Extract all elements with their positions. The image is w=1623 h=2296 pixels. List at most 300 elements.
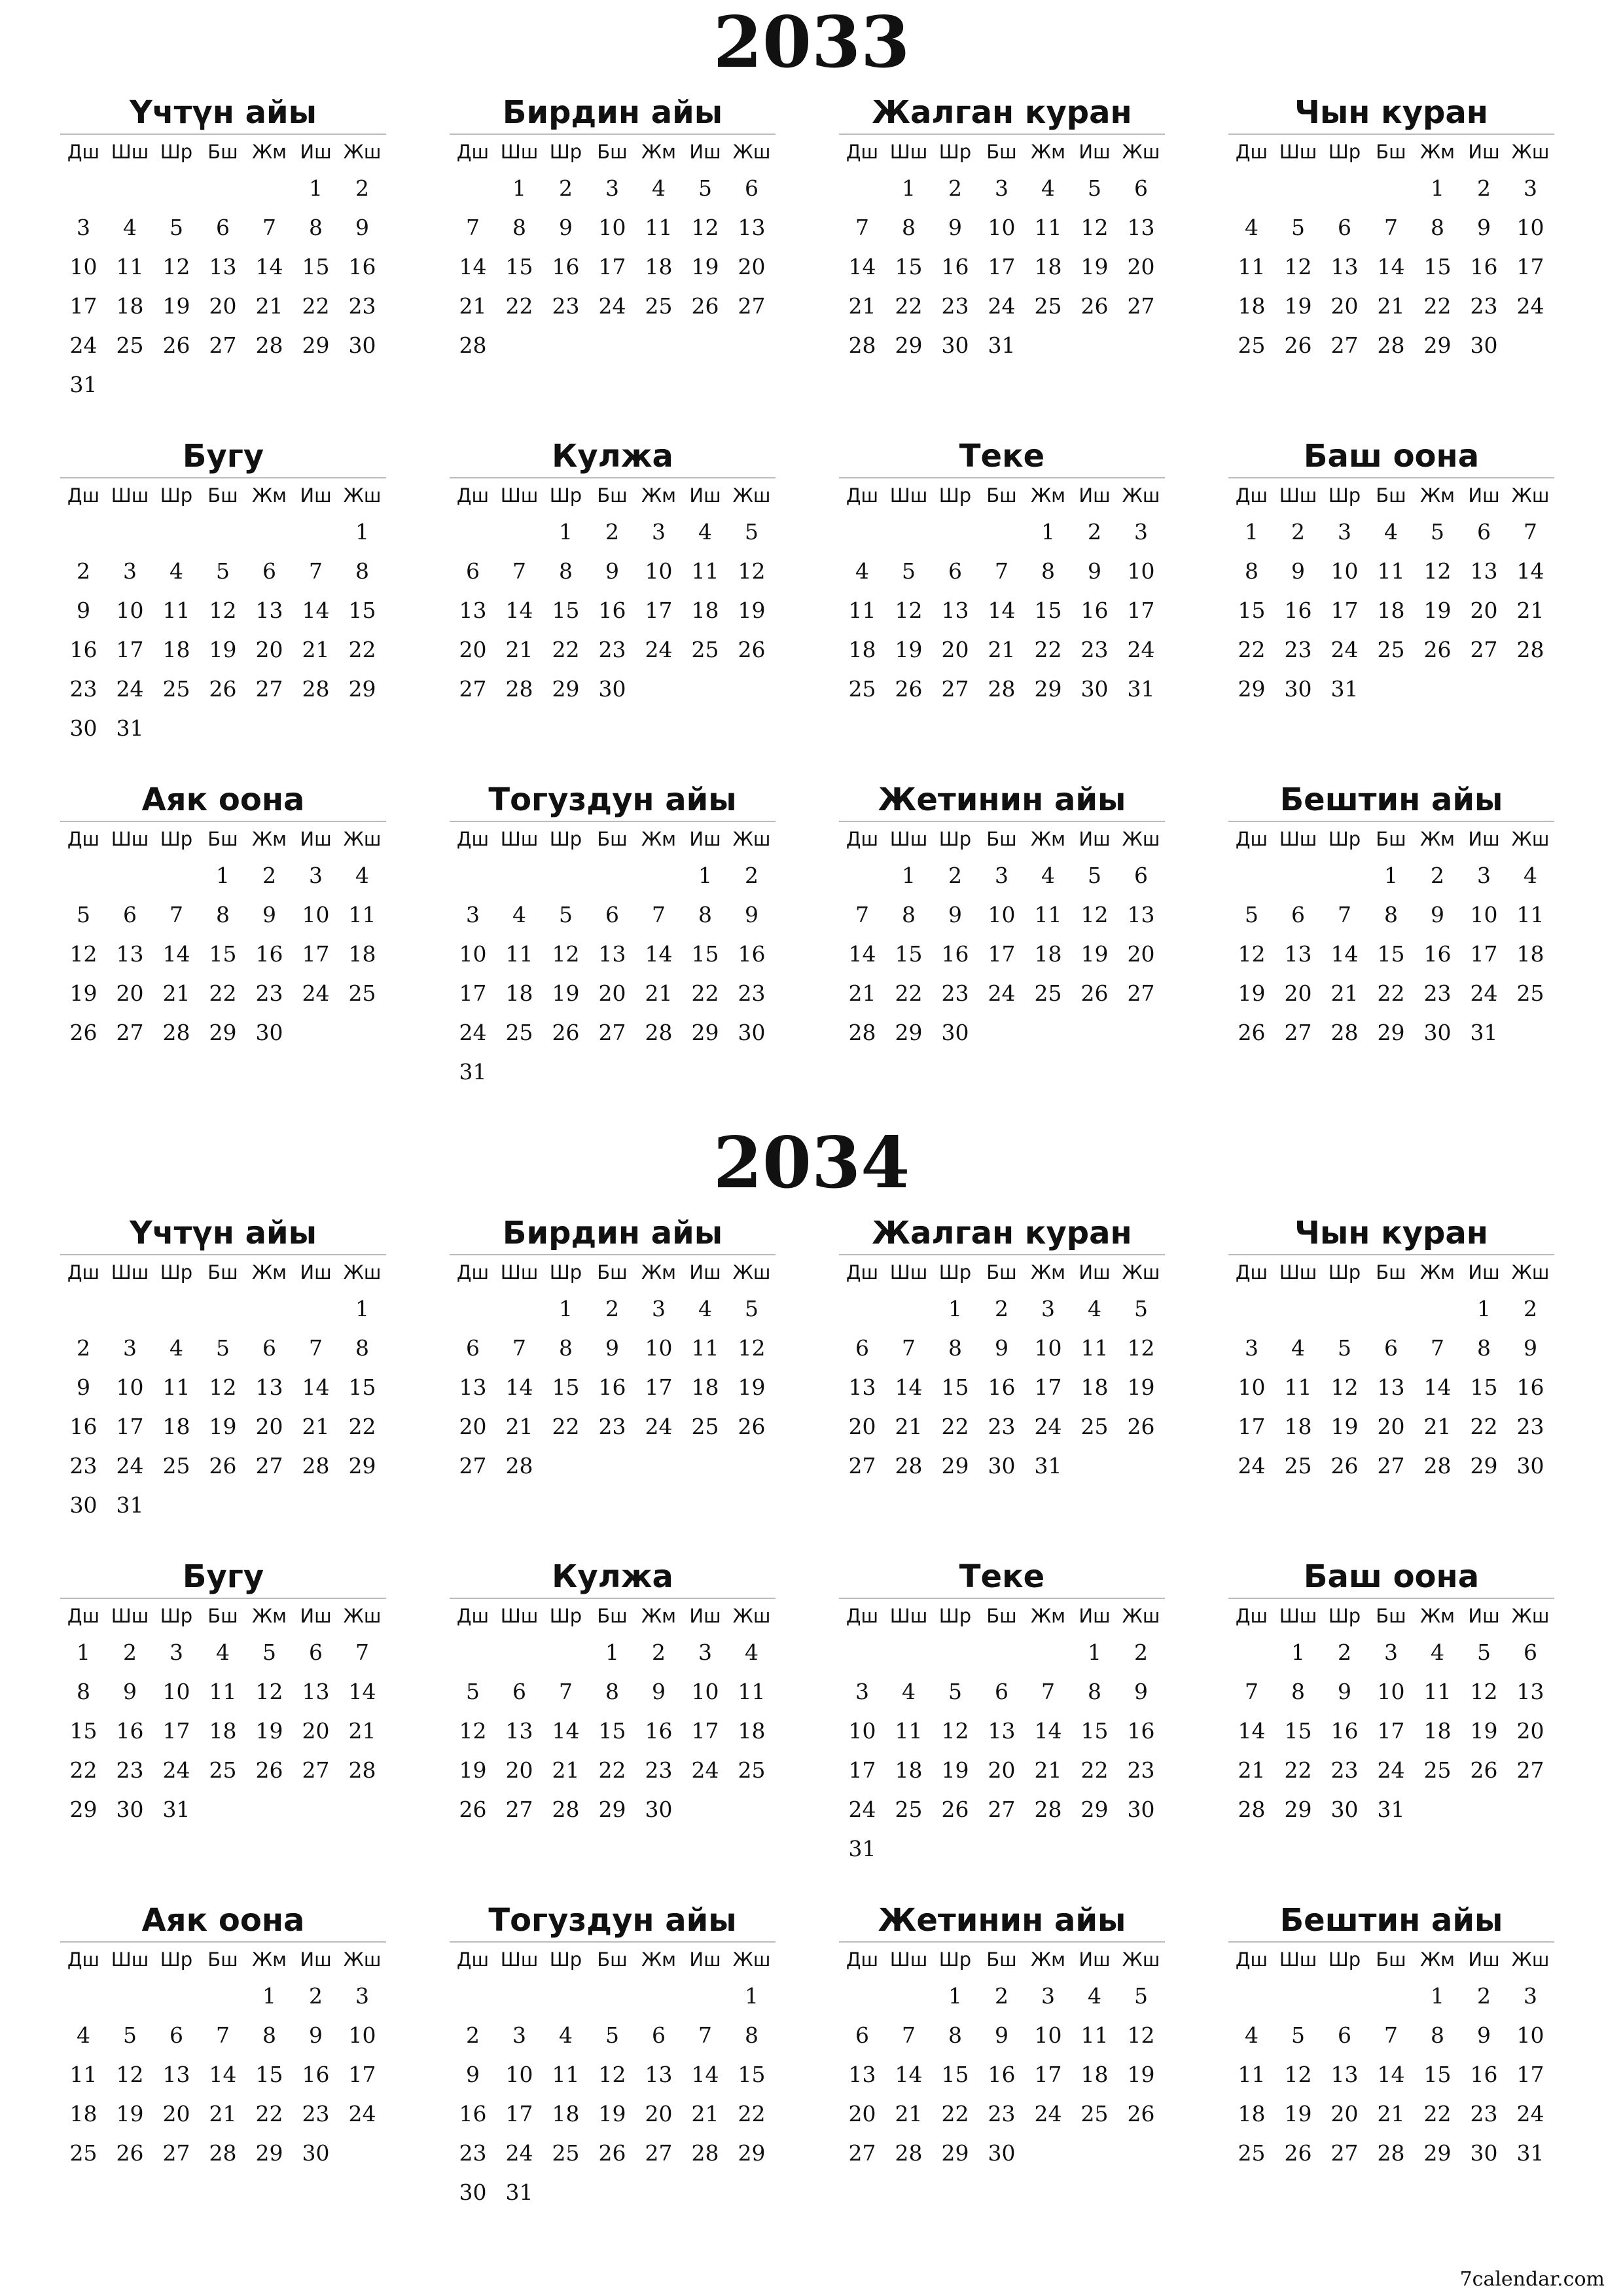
day-cell: 17 <box>69 293 98 319</box>
day-cell: 29 <box>598 1797 626 1822</box>
day-cell: 21 <box>1423 1414 1452 1439</box>
weekday-label: Дш <box>67 828 100 850</box>
day-cell: 6 <box>1338 215 1351 240</box>
day-grid <box>839 1977 1165 2173</box>
day-cell: 19 <box>162 293 190 319</box>
day-cell: 5 <box>559 902 573 927</box>
day-cell: 21 <box>848 980 876 1006</box>
weekday-label: Шр <box>1328 828 1361 850</box>
weekday-header-row <box>60 478 386 512</box>
day-cell: 11 <box>209 1679 237 1704</box>
day-cell: 19 <box>116 2101 144 2126</box>
day-cell: 9 <box>1431 902 1444 927</box>
day-cell: 31 <box>1470 1020 1498 1045</box>
weekday-header-row <box>1228 1255 1554 1289</box>
day-cell: 20 <box>255 637 283 662</box>
day-cell: 21 <box>691 2101 719 2126</box>
day-cell: 7 <box>1245 1679 1258 1704</box>
day-cell: 7 <box>355 1640 369 1665</box>
day-cell: 11 <box>1423 1679 1452 1704</box>
day-cell: 25 <box>1284 1453 1312 1479</box>
weekday-label: Шш <box>111 1605 149 1627</box>
weekday-label: Бш <box>1376 828 1406 850</box>
empty-day-cell <box>60 1289 107 1329</box>
day-cell: 18 <box>552 2101 580 2126</box>
day-cell: 10 <box>69 254 98 279</box>
day-cell: 12 <box>1470 1679 1498 1704</box>
day-cell: 15 <box>348 1374 376 1400</box>
day-cell: 17 <box>459 980 487 1006</box>
day-cell: 14 <box>1377 2062 1405 2087</box>
day-cell: 4 <box>1041 863 1055 888</box>
day-cell: 9 <box>745 902 758 927</box>
day-cell: 4 <box>355 863 369 888</box>
weekday-label: Шр <box>938 828 972 850</box>
month-block <box>60 92 386 404</box>
weekday-label: Иш <box>1079 484 1111 507</box>
day-cell: 24 <box>116 1453 144 1479</box>
day-cell: 19 <box>209 1414 237 1439</box>
day-cell: 25 <box>691 1414 719 1439</box>
weekday-label: Бш <box>1376 1605 1406 1627</box>
day-cell: 23 <box>941 293 969 319</box>
day-cell: 31 <box>116 1492 144 1518</box>
day-cell: 21 <box>988 637 1016 662</box>
day-cell: 3 <box>1524 175 1537 201</box>
weekday-label: Дш <box>1235 1261 1268 1283</box>
weekday-label: Жм <box>1030 1948 1066 1971</box>
day-cell: 23 <box>988 2101 1016 2126</box>
day-cell: 9 <box>1088 558 1101 584</box>
day-cell: 10 <box>505 2062 533 2087</box>
weekday-label: Дш <box>1235 1948 1268 1971</box>
day-cell: 10 <box>1034 2022 1062 2048</box>
day-cell: 4 <box>216 1640 230 1665</box>
day-cell: 4 <box>77 2022 90 2048</box>
day-cell: 9 <box>995 1335 1008 1361</box>
day-cell: 3 <box>698 1640 712 1665</box>
month-block <box>1228 1899 1554 2173</box>
weekday-label: Иш <box>1468 828 1500 850</box>
month-block <box>1228 1556 1554 1829</box>
day-cell: 14 <box>302 598 330 623</box>
day-cell: 31 <box>988 332 1016 358</box>
day-cell: 10 <box>459 941 487 967</box>
day-cell: 19 <box>459 1757 487 1783</box>
day-cell: 4 <box>1384 519 1398 545</box>
day-cell: 18 <box>348 941 376 967</box>
day-cell: 2 <box>1338 1640 1351 1665</box>
day-cell: 7 <box>1041 1679 1055 1704</box>
day-cell: 31 <box>162 1797 190 1822</box>
day-cell: 23 <box>1127 1757 1155 1783</box>
day-cell: 10 <box>1330 558 1359 584</box>
empty-day-cell <box>978 512 1025 552</box>
day-cell: 27 <box>645 2140 673 2166</box>
day-cell: 4 <box>902 1679 916 1704</box>
day-cell: 11 <box>1080 2022 1109 2048</box>
day-cell: 20 <box>255 1414 283 1439</box>
weekday-label: Жм <box>1419 1261 1455 1283</box>
weekday-label: Дш <box>456 1605 490 1627</box>
empty-day-cell <box>200 1977 246 2016</box>
month-name: Бирдин айы <box>450 1212 776 1255</box>
day-cell: 25 <box>505 1020 533 1045</box>
weekday-header-row <box>450 1943 776 1977</box>
weekday-label: Жм <box>1419 1948 1455 1971</box>
day-cell: 21 <box>302 637 330 662</box>
day-cell: 12 <box>209 598 237 623</box>
day-cell: 4 <box>1245 215 1258 240</box>
empty-day-cell <box>635 856 682 895</box>
day-cell: 18 <box>738 1718 766 1744</box>
weekday-label: Иш <box>1468 484 1500 507</box>
day-cell: 29 <box>552 676 580 702</box>
day-cell: 23 <box>738 980 766 1006</box>
day-cell: 6 <box>1338 2022 1351 2048</box>
day-cell: 4 <box>1291 1335 1305 1361</box>
day-cell: 14 <box>988 598 1016 623</box>
day-cell: 26 <box>1080 980 1109 1006</box>
day-cell: 28 <box>1034 1797 1062 1822</box>
empty-day-cell <box>1321 169 1368 208</box>
day-cell: 11 <box>116 254 144 279</box>
day-cell: 26 <box>1127 1414 1155 1439</box>
day-cell: 26 <box>1080 293 1109 319</box>
day-cell: 23 <box>645 1757 673 1783</box>
day-grid <box>839 856 1165 1052</box>
day-grid <box>839 169 1165 365</box>
day-cell: 17 <box>505 2101 533 2126</box>
empty-day-cell <box>978 1633 1025 1672</box>
weekday-label: Шр <box>549 484 582 507</box>
day-cell: 8 <box>1088 1679 1101 1704</box>
weekday-header-row <box>60 1599 386 1633</box>
day-cell: 7 <box>1384 215 1398 240</box>
weekday-label: Бш <box>597 1605 628 1627</box>
day-cell: 30 <box>598 676 626 702</box>
day-cell: 17 <box>302 941 330 967</box>
day-cell: 16 <box>1516 1374 1544 1400</box>
day-cell: 21 <box>348 1718 376 1744</box>
day-cell: 25 <box>691 637 719 662</box>
day-cell: 6 <box>855 1335 869 1361</box>
day-cell: 26 <box>116 2140 144 2166</box>
weekday-label: Шш <box>1279 484 1317 507</box>
day-cell: 31 <box>69 372 98 397</box>
day-cell: 23 <box>302 2101 330 2126</box>
day-cell: 12 <box>116 2062 144 2087</box>
day-cell: 11 <box>1080 1335 1109 1361</box>
day-cell: 4 <box>1524 863 1537 888</box>
month-block <box>1228 779 1554 1052</box>
day-cell: 30 <box>348 332 376 358</box>
day-cell: 28 <box>302 676 330 702</box>
day-cell: 6 <box>1524 1640 1537 1665</box>
day-grid <box>60 1633 386 1829</box>
day-cell: 12 <box>1127 1335 1155 1361</box>
weekday-label: Шш <box>1279 1261 1317 1283</box>
day-cell: 16 <box>1470 2062 1498 2087</box>
empty-day-cell <box>543 1977 589 2016</box>
day-cell: 23 <box>1284 637 1312 662</box>
day-cell: 18 <box>895 1757 923 1783</box>
day-cell: 16 <box>988 1374 1016 1400</box>
weekday-label: Шр <box>938 1948 972 1971</box>
day-cell: 18 <box>691 598 719 623</box>
day-cell: 7 <box>216 2022 230 2048</box>
empty-day-cell <box>60 1977 107 2016</box>
day-cell: 7 <box>698 2022 712 2048</box>
day-cell: 10 <box>1470 902 1498 927</box>
day-cell: 30 <box>255 1020 283 1045</box>
weekday-label: Иш <box>1468 141 1500 163</box>
day-cell: 26 <box>1423 637 1452 662</box>
day-cell: 27 <box>1516 1757 1544 1783</box>
day-cell: 22 <box>941 2101 969 2126</box>
day-cell: 5 <box>698 175 712 201</box>
weekday-label: Бш <box>1376 141 1406 163</box>
weekday-label: Жм <box>1030 1261 1066 1283</box>
day-cell: 21 <box>209 2101 237 2126</box>
day-cell: 19 <box>1127 1374 1155 1400</box>
day-cell: 29 <box>69 1797 98 1822</box>
day-cell: 25 <box>1238 332 1266 358</box>
day-cell: 20 <box>505 1757 533 1783</box>
day-cell: 4 <box>1041 175 1055 201</box>
day-cell: 20 <box>1127 941 1155 967</box>
day-cell: 28 <box>1377 2140 1405 2166</box>
day-cell: 2 <box>745 863 758 888</box>
day-cell: 4 <box>1431 1640 1444 1665</box>
weekday-label: Шш <box>889 1948 928 1971</box>
day-cell: 25 <box>645 293 673 319</box>
day-cell: 29 <box>941 1453 969 1479</box>
day-cell: 13 <box>505 1718 533 1744</box>
weekday-header-row <box>839 1599 1165 1633</box>
day-cell: 26 <box>1238 1020 1266 1045</box>
day-cell: 24 <box>69 332 98 358</box>
day-cell: 23 <box>1470 2101 1498 2126</box>
day-grid <box>1228 169 1554 365</box>
day-cell: 20 <box>1284 980 1312 1006</box>
day-cell: 25 <box>1238 2140 1266 2166</box>
day-cell: 19 <box>552 980 580 1006</box>
weekday-label: Шр <box>549 828 582 850</box>
day-cell: 25 <box>552 2140 580 2166</box>
empty-day-cell <box>839 1977 885 2016</box>
day-cell: 20 <box>738 254 766 279</box>
day-cell: 30 <box>1470 2140 1498 2166</box>
month-block <box>450 1899 776 2212</box>
day-cell: 14 <box>691 2062 719 2087</box>
day-cell: 28 <box>1516 637 1544 662</box>
day-cell: 11 <box>848 598 876 623</box>
day-grid <box>450 512 776 709</box>
day-cell: 23 <box>116 1757 144 1783</box>
day-cell: 16 <box>645 1718 673 1744</box>
day-cell: 8 <box>948 2022 962 2048</box>
day-cell: 14 <box>255 254 283 279</box>
month-block <box>1228 435 1554 709</box>
day-cell: 14 <box>895 2062 923 2087</box>
day-cell: 5 <box>1431 519 1444 545</box>
day-cell: 6 <box>855 2022 869 2048</box>
weekday-label: Жм <box>251 828 287 850</box>
day-cell: 7 <box>559 1679 573 1704</box>
day-grid <box>1228 1289 1554 1486</box>
day-cell: 3 <box>77 215 90 240</box>
day-cell: 3 <box>123 558 137 584</box>
weekday-label: Жш <box>1511 1261 1550 1283</box>
weekday-label: Шш <box>111 484 149 507</box>
weekday-label: Шр <box>160 1605 193 1627</box>
day-cell: 7 <box>1338 902 1351 927</box>
empty-day-cell <box>1275 1977 1321 2016</box>
day-cell: 24 <box>459 1020 487 1045</box>
day-cell: 8 <box>1431 2022 1444 2048</box>
day-cell: 1 <box>559 519 573 545</box>
day-cell: 26 <box>1470 1757 1498 1783</box>
day-cell: 11 <box>1238 254 1266 279</box>
day-cell: 11 <box>738 1679 766 1704</box>
month-block <box>450 1212 776 1486</box>
day-cell: 12 <box>552 941 580 967</box>
day-cell: 2 <box>1524 1296 1537 1321</box>
weekday-label: Иш <box>689 828 721 850</box>
day-cell: 20 <box>848 2101 876 2126</box>
weekday-label: Жм <box>251 1261 287 1283</box>
day-cell: 24 <box>1330 637 1359 662</box>
month-block <box>839 92 1165 365</box>
month-name: Жалган куран <box>839 92 1165 135</box>
day-cell: 1 <box>1041 519 1055 545</box>
day-cell: 1 <box>262 1983 276 2009</box>
weekday-label: Жш <box>343 1948 382 1971</box>
empty-day-cell <box>496 1633 543 1672</box>
day-cell: 13 <box>598 941 626 967</box>
day-cell: 31 <box>1034 1453 1062 1479</box>
day-cell: 20 <box>645 2101 673 2126</box>
day-cell: 8 <box>1477 1335 1491 1361</box>
empty-day-cell <box>839 1633 885 1672</box>
day-cell: 29 <box>1284 1797 1312 1822</box>
day-cell: 10 <box>1034 1335 1062 1361</box>
day-cell: 28 <box>691 2140 719 2166</box>
day-cell: 28 <box>162 1020 190 1045</box>
day-cell: 20 <box>1330 293 1359 319</box>
month-name: Бугу <box>60 1556 386 1599</box>
day-cell: 10 <box>116 598 144 623</box>
day-cell: 2 <box>309 1983 323 2009</box>
weekday-header-row <box>60 822 386 856</box>
weekday-label: Бш <box>1376 1948 1406 1971</box>
day-cell: 7 <box>1524 519 1537 545</box>
day-cell: 10 <box>848 1718 876 1744</box>
day-cell: 16 <box>255 941 283 967</box>
day-cell: 22 <box>348 1414 376 1439</box>
day-cell: 18 <box>691 1374 719 1400</box>
weekday-label: Шр <box>1328 1261 1361 1283</box>
day-cell: 27 <box>255 676 283 702</box>
weekday-header-row <box>839 1943 1165 1977</box>
weekday-label: Иш <box>1079 828 1111 850</box>
day-cell: 8 <box>559 558 573 584</box>
day-cell: 1 <box>1245 519 1258 545</box>
day-cell: 29 <box>348 676 376 702</box>
weekday-label: Шр <box>1328 1605 1361 1627</box>
day-cell: 12 <box>1080 902 1109 927</box>
day-cell: 8 <box>948 1335 962 1361</box>
day-cell: 20 <box>1127 254 1155 279</box>
day-cell: 2 <box>948 863 962 888</box>
day-cell: 25 <box>848 676 876 702</box>
footer-site-credit[interactable]: 7calendar.com <box>1459 2268 1605 2291</box>
day-cell: 1 <box>948 1983 962 2009</box>
day-cell: 28 <box>645 1020 673 1045</box>
day-cell: 29 <box>302 332 330 358</box>
day-cell: 25 <box>738 1757 766 1783</box>
weekday-header-row <box>450 135 776 169</box>
empty-day-cell <box>60 512 107 552</box>
empty-day-cell <box>589 1977 635 2016</box>
day-grid <box>1228 1977 1554 2173</box>
day-cell: 9 <box>995 2022 1008 2048</box>
day-cell: 26 <box>895 676 923 702</box>
weekday-header-row <box>1228 1943 1554 1977</box>
month-block <box>839 779 1165 1052</box>
day-cell: 19 <box>738 1374 766 1400</box>
day-cell: 6 <box>309 1640 323 1665</box>
day-cell: 10 <box>598 215 626 240</box>
day-cell: 18 <box>645 254 673 279</box>
weekday-label: Бш <box>207 1948 238 1971</box>
weekday-label: Жм <box>641 1605 677 1627</box>
day-cell: 14 <box>302 1374 330 1400</box>
weekday-label: Иш <box>1468 1605 1500 1627</box>
day-cell: 12 <box>598 2062 626 2087</box>
day-cell: 2 <box>995 1296 1008 1321</box>
day-cell: 14 <box>645 941 673 967</box>
day-cell: 20 <box>1516 1718 1544 1744</box>
day-cell: 16 <box>738 941 766 967</box>
day-cell: 11 <box>162 1374 190 1400</box>
day-cell: 24 <box>116 676 144 702</box>
day-grid <box>60 1289 386 1525</box>
day-cell: 12 <box>1238 941 1266 967</box>
day-cell: 17 <box>1127 598 1155 623</box>
day-cell: 27 <box>209 332 237 358</box>
weekday-label: Иш <box>300 484 332 507</box>
day-cell: 12 <box>1127 2022 1155 2048</box>
weekday-label: Жм <box>641 1948 677 1971</box>
day-cell: 15 <box>941 1374 969 1400</box>
day-cell: 23 <box>598 1414 626 1439</box>
day-cell: 9 <box>123 1679 137 1704</box>
day-cell: 14 <box>505 598 533 623</box>
day-cell: 1 <box>309 175 323 201</box>
day-cell: 9 <box>948 215 962 240</box>
empty-day-cell <box>450 1633 496 1672</box>
day-cell: 21 <box>1034 1757 1062 1783</box>
day-grid <box>450 1633 776 1829</box>
day-cell: 1 <box>77 1640 90 1665</box>
weekday-label: Жш <box>732 1605 771 1627</box>
day-grid <box>1228 512 1554 709</box>
empty-day-cell <box>885 1977 932 2016</box>
day-cell: 6 <box>216 215 230 240</box>
day-cell: 31 <box>1330 676 1359 702</box>
